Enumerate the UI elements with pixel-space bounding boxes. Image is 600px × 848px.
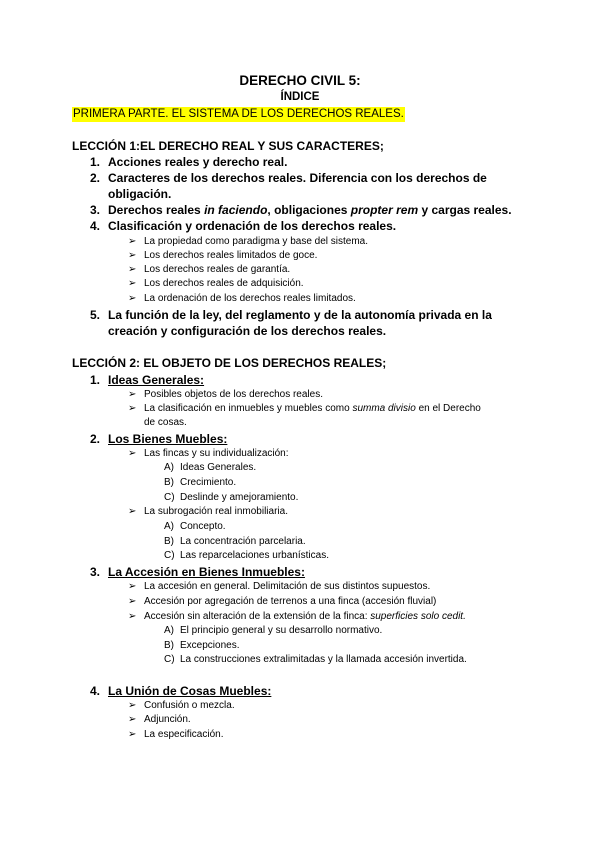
bullet-text-italic: summa divisio <box>352 403 416 414</box>
bullet-text: Adjunción. <box>144 714 191 725</box>
item-number: 5. <box>90 308 101 322</box>
bullet-text-line-2: de cosas. <box>144 417 187 428</box>
sub-item-letter: A) <box>164 521 174 532</box>
bullet-text: Las fincas y su individualización: <box>144 448 289 459</box>
bullet-text: Los derechos reales limitados de goce. <box>144 250 318 261</box>
bullet-text: La especificación. <box>144 729 224 740</box>
bullet-text <box>144 402 524 416</box>
bullet-text: Los derechos reales de adquisición. <box>144 278 304 289</box>
bullet-text: La accesión en general. Delimitación de sus distintos supuestos. <box>144 581 431 592</box>
lesson-2-heading: LECCIÓN 2: EL OBJETO DE LOS DERECHOS REALES; <box>72 356 387 370</box>
sub-item-text: Las reparcelaciones urbanísticas. <box>180 550 329 561</box>
document-subtitle: ÍNDICE <box>280 91 320 103</box>
bullet-text: La propiedad como paradigma y base del sistema. <box>144 236 369 247</box>
sub-item-text: El principio general y su desarrollo normativo. <box>180 625 383 636</box>
bullet-text: Posibles objetos de los derechos reales. <box>144 389 323 400</box>
item-number: 4. <box>90 219 101 233</box>
sub-item-letter: B) <box>164 477 174 488</box>
arrow-bullet-icon: ➢ <box>128 448 137 459</box>
item-number: 1. <box>90 373 101 387</box>
bullet-text: Los derechos reales de garantía. <box>144 264 291 275</box>
sub-item-letter: C) <box>164 654 175 665</box>
sub-item-text: Deslinde y amejoramiento. <box>180 492 299 503</box>
item-text-part: , obligaciones <box>267 203 351 217</box>
arrow-bullet-icon: ➢ <box>128 236 137 247</box>
bullet-text-part: La clasificación en inmuebles y muebles como <box>144 403 353 414</box>
arrow-bullet-icon: ➢ <box>128 729 137 740</box>
item-text-part: y cargas reales. <box>418 203 512 217</box>
section-title: Los Bienes Muebles: <box>108 432 228 446</box>
item-number: 2. <box>90 171 101 185</box>
section-title: La Accesión en Bienes Inmuebles: <box>108 565 305 579</box>
sub-item-text: Excepciones. <box>180 640 240 651</box>
part-heading-highlighted: PRIMERA PARTE. EL SISTEMA DE LOS DERECHOS REALES. <box>73 108 404 120</box>
arrow-bullet-icon: ➢ <box>128 250 137 261</box>
item-text-part: Derechos reales <box>108 203 205 217</box>
arrow-bullet-icon: ➢ <box>128 714 137 725</box>
item-text-line-1: La función de la ley, del reglamento y de la autonomía privada en la <box>108 308 492 322</box>
sub-item-letter: C) <box>164 492 175 503</box>
sub-item-letter: A) <box>164 462 174 473</box>
bullet-text: Confusión o mezcla. <box>144 700 235 711</box>
bullet-text: La ordenación de los derechos reales limitados. <box>144 293 356 304</box>
arrow-bullet-icon: ➢ <box>128 403 137 414</box>
document-title: DERECHO CIVIL 5: <box>239 73 361 88</box>
sub-item-letter: B) <box>164 536 174 547</box>
sub-item-text: La concentración parcelaria. <box>180 536 306 547</box>
item-text-line-2: obligación. <box>108 187 172 201</box>
sub-item-text: Ideas Generales. <box>180 462 257 473</box>
arrow-bullet-icon: ➢ <box>128 389 137 400</box>
item-text-italic: propter rem <box>350 203 419 217</box>
bullet-text: Accesión por agregación de terrenos a una finca (accesión fluvial) <box>144 596 437 607</box>
sub-item-text: Crecimiento. <box>180 477 237 488</box>
bullet-text: La subrogación real inmobiliaria. <box>144 506 288 517</box>
section-title: La Unión de Cosas Muebles: <box>108 684 272 698</box>
arrow-bullet-icon: ➢ <box>128 506 137 517</box>
sub-item-letter: A) <box>164 625 174 636</box>
bullet-text <box>144 610 524 624</box>
arrow-bullet-icon: ➢ <box>128 611 137 622</box>
item-number: 1. <box>90 155 101 169</box>
sub-item-letter: C) <box>164 550 175 561</box>
item-text <box>108 202 528 218</box>
bullet-text-italic: superficies solo cedit. <box>370 611 466 622</box>
sub-item-text: La construcciones extralimitadas y la llamada accesión invertida. <box>180 654 467 665</box>
item-text-line-1: Caracteres de los derechos reales. Diferencia con los derechos de <box>108 171 487 185</box>
lesson-1-heading: LECCIÓN 1:EL DERECHO REAL Y SUS CARACTERES; <box>72 139 384 153</box>
arrow-bullet-icon: ➢ <box>128 264 137 275</box>
item-number: 3. <box>90 565 101 579</box>
item-number: 4. <box>90 684 101 698</box>
arrow-bullet-icon: ➢ <box>128 278 137 289</box>
bullet-text-part: en el Derecho <box>415 403 481 414</box>
item-text: Acciones reales y derecho real. <box>108 155 288 169</box>
sub-item-letter: B) <box>164 640 174 651</box>
bullet-text-part: Accesión sin alteración de la extensión de la finca: <box>144 611 371 622</box>
item-text-line-2: creación y configuración de los derechos reales. <box>108 324 387 338</box>
arrow-bullet-icon: ➢ <box>128 581 137 592</box>
item-number: 3. <box>90 203 101 217</box>
item-number: 2. <box>90 432 101 446</box>
arrow-bullet-icon: ➢ <box>128 596 137 607</box>
arrow-bullet-icon: ➢ <box>128 700 137 711</box>
item-text: Clasificación y ordenación de los derechos reales. <box>108 219 397 233</box>
item-text-italic: in faciendo <box>204 203 268 217</box>
section-title: Ideas Generales: <box>108 373 205 387</box>
arrow-bullet-icon: ➢ <box>128 293 137 304</box>
sub-item-text: Concepto. <box>180 521 226 532</box>
